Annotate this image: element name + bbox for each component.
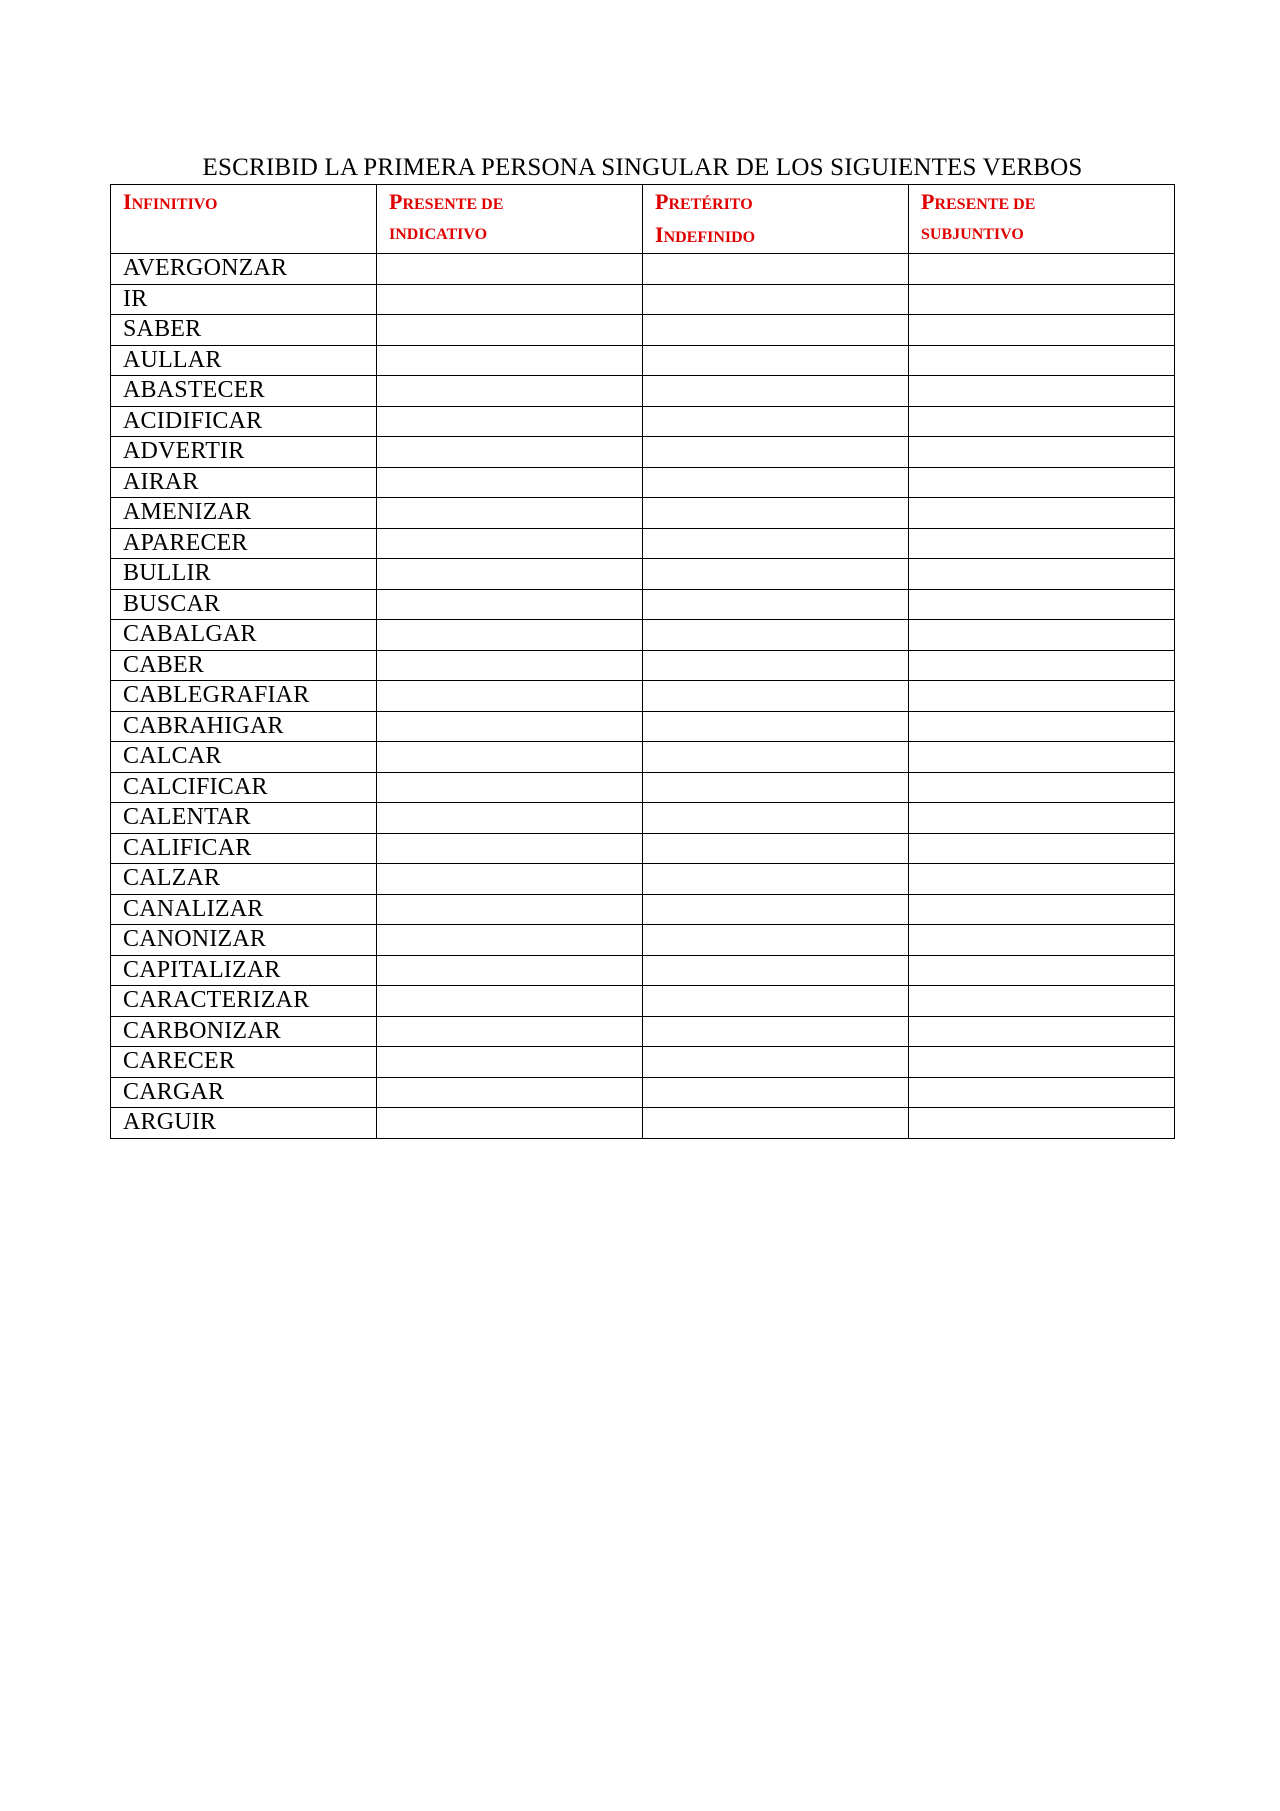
page-title: ESCRIBID LA PRIMERA PERSONA SINGULAR DE LOS SIGUIENTES VERBOS: [202, 154, 1083, 181]
table-row: [111, 711, 1175, 742]
presente-indicativo-cell[interactable]: [377, 742, 643, 773]
header-cap: I: [123, 189, 132, 214]
presente-subjuntivo-cell[interactable]: [909, 864, 1175, 895]
presente-indicativo-cell[interactable]: [377, 437, 643, 468]
header-rest: RETÉRITO: [668, 196, 753, 213]
table-row: [111, 345, 1175, 376]
table-row: [111, 1077, 1175, 1108]
header-rest: NFINITIVO: [131, 196, 218, 213]
presente-indicativo-cell[interactable]: [377, 467, 643, 498]
preterito-indefinido-cell[interactable]: [643, 406, 909, 437]
preterito-indefinido-cell[interactable]: [643, 498, 909, 529]
table-row: [111, 589, 1175, 620]
presente-subjuntivo-cell[interactable]: [909, 559, 1175, 590]
presente-subjuntivo-cell[interactable]: [909, 681, 1175, 712]
table-row: [111, 437, 1175, 468]
preterito-indefinido-cell[interactable]: [643, 1077, 909, 1108]
preterito-indefinido-cell[interactable]: [643, 345, 909, 376]
verb-infinitive-cell: CABRAHIGAR: [111, 711, 377, 742]
presente-subjuntivo-cell[interactable]: [909, 315, 1175, 346]
preterito-indefinido-cell[interactable]: [643, 711, 909, 742]
presente-indicativo-cell[interactable]: [377, 772, 643, 803]
table-row: [111, 650, 1175, 681]
verb-infinitive-cell: CALZAR: [111, 864, 377, 895]
preterito-indefinido-cell[interactable]: [643, 772, 909, 803]
presente-indicativo-cell[interactable]: [377, 559, 643, 590]
header-cap2: S: [921, 226, 930, 243]
presente-indicativo-cell[interactable]: [377, 345, 643, 376]
presente-indicativo-cell[interactable]: [377, 1016, 643, 1047]
table-row: [111, 315, 1175, 346]
table-row: [111, 284, 1175, 315]
header-rest2: NDICATIVO: [395, 226, 488, 243]
presente-subjuntivo-cell[interactable]: [909, 1016, 1175, 1047]
presente-subjuntivo-cell[interactable]: [909, 1047, 1175, 1078]
verb-infinitive-cell: SABER: [111, 315, 377, 346]
presente-subjuntivo-cell[interactable]: [909, 650, 1175, 681]
verb-infinitive-cell: CARECER: [111, 1047, 377, 1078]
preterito-indefinido-cell[interactable]: [643, 1108, 909, 1139]
preterito-indefinido-cell[interactable]: [643, 437, 909, 468]
preterito-indefinido-cell[interactable]: [643, 589, 909, 620]
header-rest: RESENTE DE: [934, 196, 1036, 213]
presente-subjuntivo-cell[interactable]: [909, 254, 1175, 285]
table-header-row: [111, 185, 1175, 254]
table-row: [111, 1047, 1175, 1078]
presente-subjuntivo-cell[interactable]: [909, 925, 1175, 956]
presente-subjuntivo-cell[interactable]: [909, 437, 1175, 468]
presente-indicativo-cell[interactable]: [377, 833, 643, 864]
table-row: [111, 833, 1175, 864]
column-header-preterito-indefinido: [643, 185, 909, 254]
verb-infinitive-cell: APARECER: [111, 528, 377, 559]
presente-subjuntivo-cell[interactable]: [909, 1077, 1175, 1108]
presente-subjuntivo-cell[interactable]: [909, 833, 1175, 864]
table-row: [111, 925, 1175, 956]
presente-indicativo-cell[interactable]: [377, 1047, 643, 1078]
presente-subjuntivo-cell[interactable]: [909, 498, 1175, 529]
presente-indicativo-cell[interactable]: [377, 711, 643, 742]
verb-infinitive-cell: ACIDIFICAR: [111, 406, 377, 437]
verb-infinitive-cell: CARBONIZAR: [111, 1016, 377, 1047]
preterito-indefinido-cell[interactable]: [643, 650, 909, 681]
presente-subjuntivo-cell[interactable]: [909, 284, 1175, 315]
preterito-indefinido-cell[interactable]: [643, 254, 909, 285]
preterito-indefinido-cell[interactable]: [643, 925, 909, 956]
table-row: [111, 528, 1175, 559]
table-row: [111, 620, 1175, 651]
presente-indicativo-cell[interactable]: [377, 1108, 643, 1139]
verb-infinitive-cell: CALCAR: [111, 742, 377, 773]
verb-infinitive-cell: CARGAR: [111, 1077, 377, 1108]
presente-indicativo-cell[interactable]: [377, 803, 643, 834]
presente-indicativo-cell[interactable]: [377, 894, 643, 925]
presente-indicativo-cell[interactable]: [377, 284, 643, 315]
verb-infinitive-cell: CANONIZAR: [111, 925, 377, 956]
table-row: [111, 986, 1175, 1017]
header-cap: P: [655, 189, 669, 214]
presente-indicativo-cell[interactable]: [377, 589, 643, 620]
preterito-indefinido-cell[interactable]: [643, 864, 909, 895]
header-cap2: I: [655, 222, 664, 247]
column-header-presente-subjuntivo: [909, 185, 1175, 254]
verb-infinitive-cell: AIRAR: [111, 467, 377, 498]
presente-indicativo-cell[interactable]: [377, 650, 643, 681]
header-rest2: UBJUNTIVO: [929, 226, 1024, 243]
column-header-presente-indicativo: [377, 185, 643, 254]
presente-subjuntivo-cell[interactable]: [909, 742, 1175, 773]
table-row: [111, 376, 1175, 407]
presente-indicativo-cell[interactable]: [377, 620, 643, 651]
verb-infinitive-cell: AVERGONZAR: [111, 254, 377, 285]
preterito-indefinido-cell[interactable]: [643, 376, 909, 407]
presente-indicativo-cell[interactable]: [377, 681, 643, 712]
verb-infinitive-cell: CABLEGRAFIAR: [111, 681, 377, 712]
presente-subjuntivo-cell[interactable]: [909, 376, 1175, 407]
preterito-indefinido-cell[interactable]: [643, 955, 909, 986]
presente-subjuntivo-cell[interactable]: [909, 955, 1175, 986]
verb-infinitive-cell: CALENTAR: [111, 803, 377, 834]
preterito-indefinido-cell[interactable]: [643, 315, 909, 346]
header-cap: P: [921, 189, 935, 214]
table-row: [111, 894, 1175, 925]
presente-subjuntivo-cell[interactable]: [909, 772, 1175, 803]
presente-subjuntivo-cell[interactable]: [909, 1108, 1175, 1139]
presente-indicativo-cell[interactable]: [377, 254, 643, 285]
header-cap2: I: [389, 226, 396, 243]
presente-subjuntivo-cell[interactable]: [909, 894, 1175, 925]
verb-infinitive-cell: CALCIFICAR: [111, 772, 377, 803]
table-row: [111, 1016, 1175, 1047]
table-row: [111, 681, 1175, 712]
verb-infinitive-cell: BUSCAR: [111, 589, 377, 620]
preterito-indefinido-cell[interactable]: [643, 803, 909, 834]
preterito-indefinido-cell[interactable]: [643, 528, 909, 559]
verb-infinitive-cell: ADVERTIR: [111, 437, 377, 468]
presente-indicativo-cell[interactable]: [377, 528, 643, 559]
presente-subjuntivo-cell[interactable]: [909, 986, 1175, 1017]
presente-indicativo-cell[interactable]: [377, 986, 643, 1017]
header-cap: P: [389, 189, 403, 214]
table-row: [111, 467, 1175, 498]
preterito-indefinido-cell[interactable]: [643, 284, 909, 315]
preterito-indefinido-cell[interactable]: [643, 559, 909, 590]
verb-infinitive-cell: BULLIR: [111, 559, 377, 590]
presente-indicativo-cell[interactable]: [377, 864, 643, 895]
verb-infinitive-cell: CALIFICAR: [111, 833, 377, 864]
table-row: [111, 498, 1175, 529]
presente-indicativo-cell[interactable]: [377, 376, 643, 407]
verb-infinitive-cell: CABALGAR: [111, 620, 377, 651]
preterito-indefinido-cell[interactable]: [643, 894, 909, 925]
table-row: [111, 803, 1175, 834]
preterito-indefinido-cell[interactable]: [643, 742, 909, 773]
table-row: [111, 955, 1175, 986]
presente-subjuntivo-cell[interactable]: [909, 803, 1175, 834]
preterito-indefinido-cell[interactable]: [643, 833, 909, 864]
preterito-indefinido-cell[interactable]: [643, 681, 909, 712]
verb-infinitive-cell: AULLAR: [111, 345, 377, 376]
verb-rows: [111, 254, 1175, 1139]
presente-subjuntivo-cell[interactable]: [909, 467, 1175, 498]
verb-infinitive-cell: ABASTECER: [111, 376, 377, 407]
presente-subjuntivo-cell[interactable]: [909, 711, 1175, 742]
presente-indicativo-cell[interactable]: [377, 498, 643, 529]
verb-infinitive-cell: CANALIZAR: [111, 894, 377, 925]
presente-subjuntivo-cell[interactable]: [909, 345, 1175, 376]
header-rest: RESENTE DE: [402, 196, 504, 213]
table-row: [111, 406, 1175, 437]
table-row: [111, 772, 1175, 803]
table-row: [111, 742, 1175, 773]
preterito-indefinido-cell[interactable]: [643, 620, 909, 651]
verb-conjugation-table: [110, 184, 1175, 1139]
table-row: [111, 559, 1175, 590]
presente-subjuntivo-cell[interactable]: [909, 406, 1175, 437]
preterito-indefinido-cell[interactable]: [643, 986, 909, 1017]
presente-subjuntivo-cell[interactable]: [909, 620, 1175, 651]
presente-indicativo-cell[interactable]: [377, 955, 643, 986]
preterito-indefinido-cell[interactable]: [643, 1047, 909, 1078]
presente-indicativo-cell[interactable]: [377, 406, 643, 437]
presente-subjuntivo-cell[interactable]: [909, 589, 1175, 620]
header-rest2: NDEFINIDO: [663, 229, 756, 246]
column-header-infinitivo: [111, 185, 377, 254]
preterito-indefinido-cell[interactable]: [643, 1016, 909, 1047]
presente-indicativo-cell[interactable]: [377, 1077, 643, 1108]
verb-infinitive-cell: CARACTERIZAR: [111, 986, 377, 1017]
table-row: [111, 254, 1175, 285]
verb-infinitive-cell: AMENIZAR: [111, 498, 377, 529]
verb-infinitive-cell: IR: [111, 284, 377, 315]
preterito-indefinido-cell[interactable]: [643, 467, 909, 498]
verb-infinitive-cell: ARGUIR: [111, 1108, 377, 1139]
verb-infinitive-cell: CAPITALIZAR: [111, 955, 377, 986]
presente-subjuntivo-cell[interactable]: [909, 528, 1175, 559]
table-row: [111, 1108, 1175, 1139]
verb-infinitive-cell: CABER: [111, 650, 377, 681]
presente-indicativo-cell[interactable]: [377, 925, 643, 956]
presente-indicativo-cell[interactable]: [377, 315, 643, 346]
table-row: [111, 864, 1175, 895]
